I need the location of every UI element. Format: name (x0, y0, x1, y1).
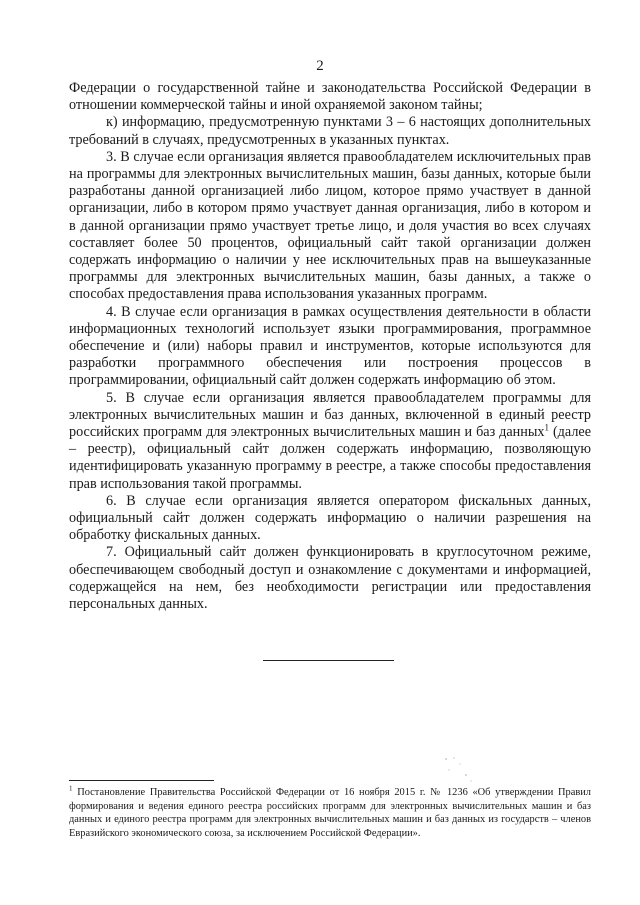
end-of-text-rule (263, 660, 394, 661)
footnote-marker: 1 (69, 784, 73, 793)
footnote-reference: 1 (544, 422, 549, 433)
paragraph-5-part-2: (далее – реестр), официальный сайт должен содержать информацию, позволяющую идентифицировать указанную программу в реестре, а также способы предоставления прав использования такой программы. (69, 424, 591, 492)
paragraph-6: 6. В случае если организация является оператором фискальных данных, официальный сайт должен содержать информацию о наличии разрешения на обработку фискальных данных. (69, 492, 591, 544)
paragraph-3: 3. В случае если организация является правообладателем исключительных прав на программы для электронных вычислительных машин, базы данных, которые были разработаны данной организацией либо лицом, которое прямо участвует в данной организации, либо в котором прямо участвует данная организация, либо в котором и в данной организации прямо участвует третье лицо, и доля участия во всех случаях составляет более 50 процентов, официальный сайт такой организации должен содержать информацию о наличии у нее исключительных прав на вышеуказанные программы для электронных вычислительных машин, базы данных, а также о способах предоставления права использования указанных программ. (69, 148, 591, 303)
page-number: 2 (316, 58, 324, 74)
footnote (69, 786, 591, 840)
paragraph-item-k: к) информацию, предусмотренную пунктами 3 – 6 настоящих дополнительных требований в случаях, предусмотренных в указанных пунктах. (69, 114, 591, 148)
paragraph-5 (69, 390, 591, 493)
paragraph-7: 7. Официальный сайт должен функционировать в круглосуточном режиме, обеспечивающем свободный доступ и ознакомление с документами и информацией, содержащейся на нем, без необходимости регистрации или предоставления персональных данных. (69, 544, 591, 613)
footnote-separator (69, 780, 214, 781)
paragraph-5-part-1: 5. В случае если организация является правообладателем программы для электронных вычислительных машин и баз данных, включенной в единый реестр российских программ для электронных вычислительных машин и баз данных (69, 389, 591, 441)
scan-noise (440, 755, 480, 785)
paragraph-4: 4. В случае если организация в рамках осуществления деятельности в области информационных технологий использует языки программирования, программное обеспечение и (или) наборы правил и инструментов, которые используются для разработки программного обеспечения или построения процессов в программировании, официальный сайт должен содержать информацию об этом. (69, 303, 591, 389)
document-body (69, 80, 591, 613)
footnote-text: Постановление Правительства Российской Федерации от 16 ноября 2015 г. № 1236 «Об утверждении Правил формирования и ведения единого реестра российских программ для электронных вычислительных машин и баз данных и единого реестра программ для электронных вычислительных машин и баз данных из государств – членов Евразийского экономического союза, за исключением Российской Федерации». (69, 787, 591, 839)
paragraph-continuation: Федерации о государственной тайне и законодательства Российской Федерации в отношении коммерческой тайны и иной охраняемой законом тайны; (69, 80, 591, 114)
